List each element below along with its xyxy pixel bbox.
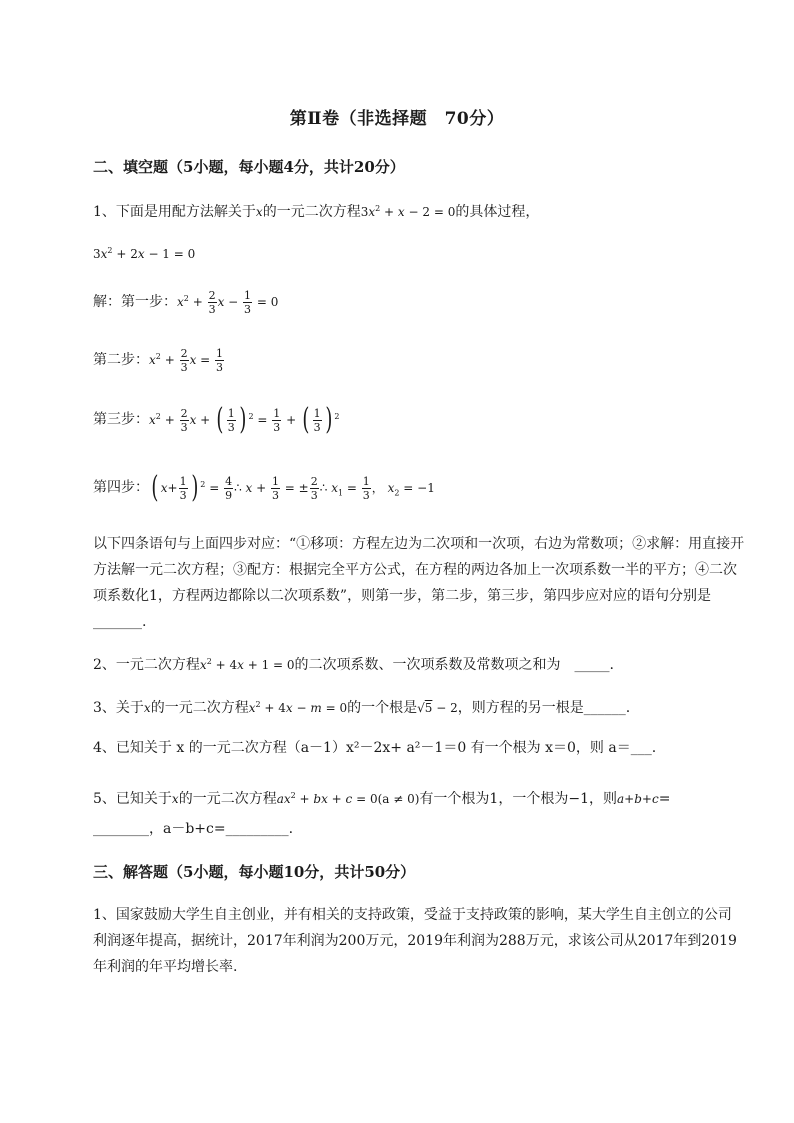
step-3-label: 第三步： — [93, 411, 149, 428]
question-3 — [93, 695, 630, 718]
q2-text-a: 2、一元二次方程 — [93, 657, 200, 673]
question-1-intro — [93, 199, 539, 222]
step-4-math: ( x + $\frac{1}{3}$ ) $^2$ = $\frac{4}{9}$ ∴ x + $\frac{1}{3}$ = ± $\frac{2}{3}$ ∴ $x_1$ = $\frac{1}{3}$ ， $x_2 = -1$ — [151, 470, 435, 505]
q1-step-2 — [93, 347, 225, 374]
q5-var-x: x — [171, 792, 179, 806]
q5-text-c: 有一个根为1，一个根为−1，则 — [419, 791, 617, 807]
q1-step-4 — [93, 470, 435, 505]
q1-text-c: 的具体过程， — [455, 204, 540, 220]
q5-sum-expr: a — [616, 792, 625, 806]
q1-equation: $3x^2 + x - 2 = 0$ — [360, 204, 456, 219]
q1-rewritten-equation: $3x^2 + 2x - 1 = 0$ — [93, 246, 196, 261]
q3-text-b: 的一元二次方程 — [150, 700, 249, 716]
step-3-math: $x^2$ + $\frac{2}{3}$ x + ( $\frac{1}{3}$ ) $^2$ = $\frac{1}{3}$ + ( $\frac{1}{3}$ ) $^2$ — [149, 402, 340, 437]
section3-question-1: 1、国家鼓励大学生自主创业，并有相关的支持政策，受益于支持政策的影响，某大学生自主创立的公司利润逐年提高，据统计，2017年利润为200万元，2019年利润为288万元，求该公司从2017年到2019年利润的年平均增长率. — [93, 907, 737, 975]
step-1-label: 解：第一步： — [93, 294, 177, 310]
q3-root: √5 − 2 — [417, 701, 458, 715]
question-2 — [93, 652, 614, 675]
question-5-line-2: ________，a－b+c=_________. — [93, 821, 294, 837]
section-heading-fill-blank: 二、填空题（5小题，每小题4分，共计20分） — [93, 158, 405, 176]
q3-equation: $x^2 + 4x - m = 0$ — [248, 700, 348, 715]
q5-text-b: 的一元二次方程 — [178, 791, 277, 807]
section-heading-solve: 三、解答题（5小题，每小题10分，共计50分） — [93, 863, 416, 881]
q3-text-c: 的一个根是 — [347, 700, 418, 716]
q3-var-x: x — [143, 701, 151, 715]
step-2-math: $x^2$ + $\frac{2}{3}$ x = $\frac{1}{3}$ — [149, 347, 224, 374]
q5-equation: $ax^2$ + bx + c = 0(a ≠ 0) — [276, 791, 420, 806]
q1-text-a: 1、下面是用配方法解关于 — [93, 204, 256, 220]
question-5-line-1: 5、已知关于x的一元二次方程$ax^2$ + bx + c = 0(a ≠ 0)有一个根为1，一个根为−1，则a+b+c= — [93, 791, 671, 807]
step-2-label: 第二步： — [93, 352, 149, 368]
q2-equation: $x^2 + 4x + 1 = 0$ — [199, 657, 295, 672]
q1-step-3 — [93, 402, 340, 437]
q5-text-a: 5、已知关于 — [93, 791, 172, 807]
q2-text-b: 的二次项系数、一次项系数及常数项之和为 _____. — [294, 657, 614, 673]
q1-correspondence-paragraph: 以下四条语句与上面四步对应：“①移项：方程左边为二次项和一次项，右边为常数项；②求解：用直接开方法解一元二次方程；③配方：根据完全平方公式，在方程的两边各加上一次项系数一半的平方；④二次项系数化1，方程两边都除以二次项系数”，则第一步，第二步，第三步，第四步应对应的语句分别是_______. — [93, 536, 745, 630]
step-4-label: 第四步： — [93, 479, 149, 496]
question-4: 4、已知关于 x 的一元二次方程（a－1）x²－2x+ a²－1＝0 有一个根为 x＝0，则 a＝___. — [93, 740, 657, 756]
q3-text-a: 3、关于 — [93, 700, 144, 716]
q1-text-b: 的一元二次方程 — [262, 204, 361, 220]
step-1-math: $x^2$ + $\frac{2}{3}$ x − $\frac{1}{3}$ = 0 — [177, 289, 279, 316]
q1-var-x: x — [255, 205, 263, 219]
page-title: 第Ⅱ卷（非选择题 70分） — [289, 109, 505, 129]
q1-step-1 — [93, 289, 278, 316]
q3-text-d: ，则方程的另一根是______. — [457, 700, 631, 716]
